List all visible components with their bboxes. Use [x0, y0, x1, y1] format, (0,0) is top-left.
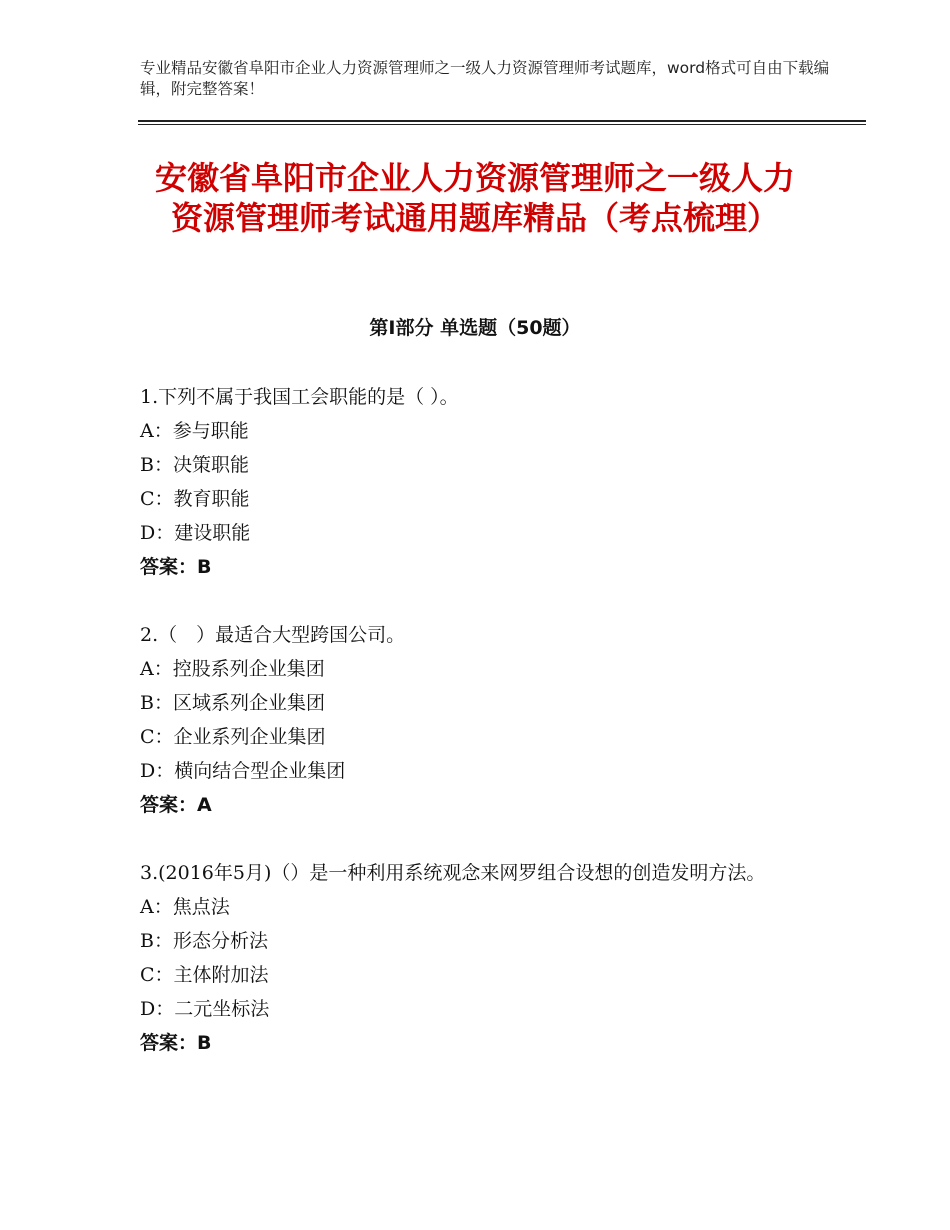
option-c: C：企业系列企业集团 [140, 726, 326, 748]
question-stem: 2.（ ）最适合大型跨国公司。 [140, 624, 406, 646]
document-title: 安徽省阜阳市企业人力资源管理师之一级人力资源管理师考试通用题库精品（考点梳理） [154, 159, 795, 237]
option-a: A：控股系列企业集团 [140, 658, 325, 680]
question-2 [140, 618, 820, 822]
option-b: B：决策职能 [140, 454, 249, 476]
option-a: A：焦点法 [140, 896, 230, 918]
option-b: B：区域系列企业集团 [140, 692, 325, 714]
header-rule-thin [138, 124, 866, 125]
question-stem: 3.(2016年5月)（）是一种利用系统观念来网罗组合设想的创造发明方法。 [140, 862, 766, 884]
option-d: D：建设职能 [140, 522, 251, 544]
question-3 [140, 856, 820, 1060]
answer: 答案：B [140, 556, 212, 578]
option-d: D：二元坐标法 [140, 998, 270, 1020]
question-1 [140, 380, 820, 584]
option-c: C：主体附加法 [140, 964, 269, 986]
option-b: B：形态分析法 [140, 930, 268, 952]
section-title: 第Ⅰ部分 单选题（50题） [369, 317, 581, 339]
header-rule-thick [138, 120, 866, 122]
answer: 答案：B [140, 1032, 212, 1054]
header-note: 专业精品安徽省阜阳市企业人力资源管理师之一级人力资源管理师考试题库，word格式可自由下载编辑，附完整答案！ [140, 59, 830, 98]
option-d: D：横向结合型企业集团 [140, 760, 346, 782]
question-stem: 1.下列不属于我国工会职能的是（ ）。 [140, 386, 459, 408]
option-a: A：参与职能 [140, 420, 249, 442]
option-c: C：教育职能 [140, 488, 250, 510]
answer: 答案：A [140, 794, 212, 816]
